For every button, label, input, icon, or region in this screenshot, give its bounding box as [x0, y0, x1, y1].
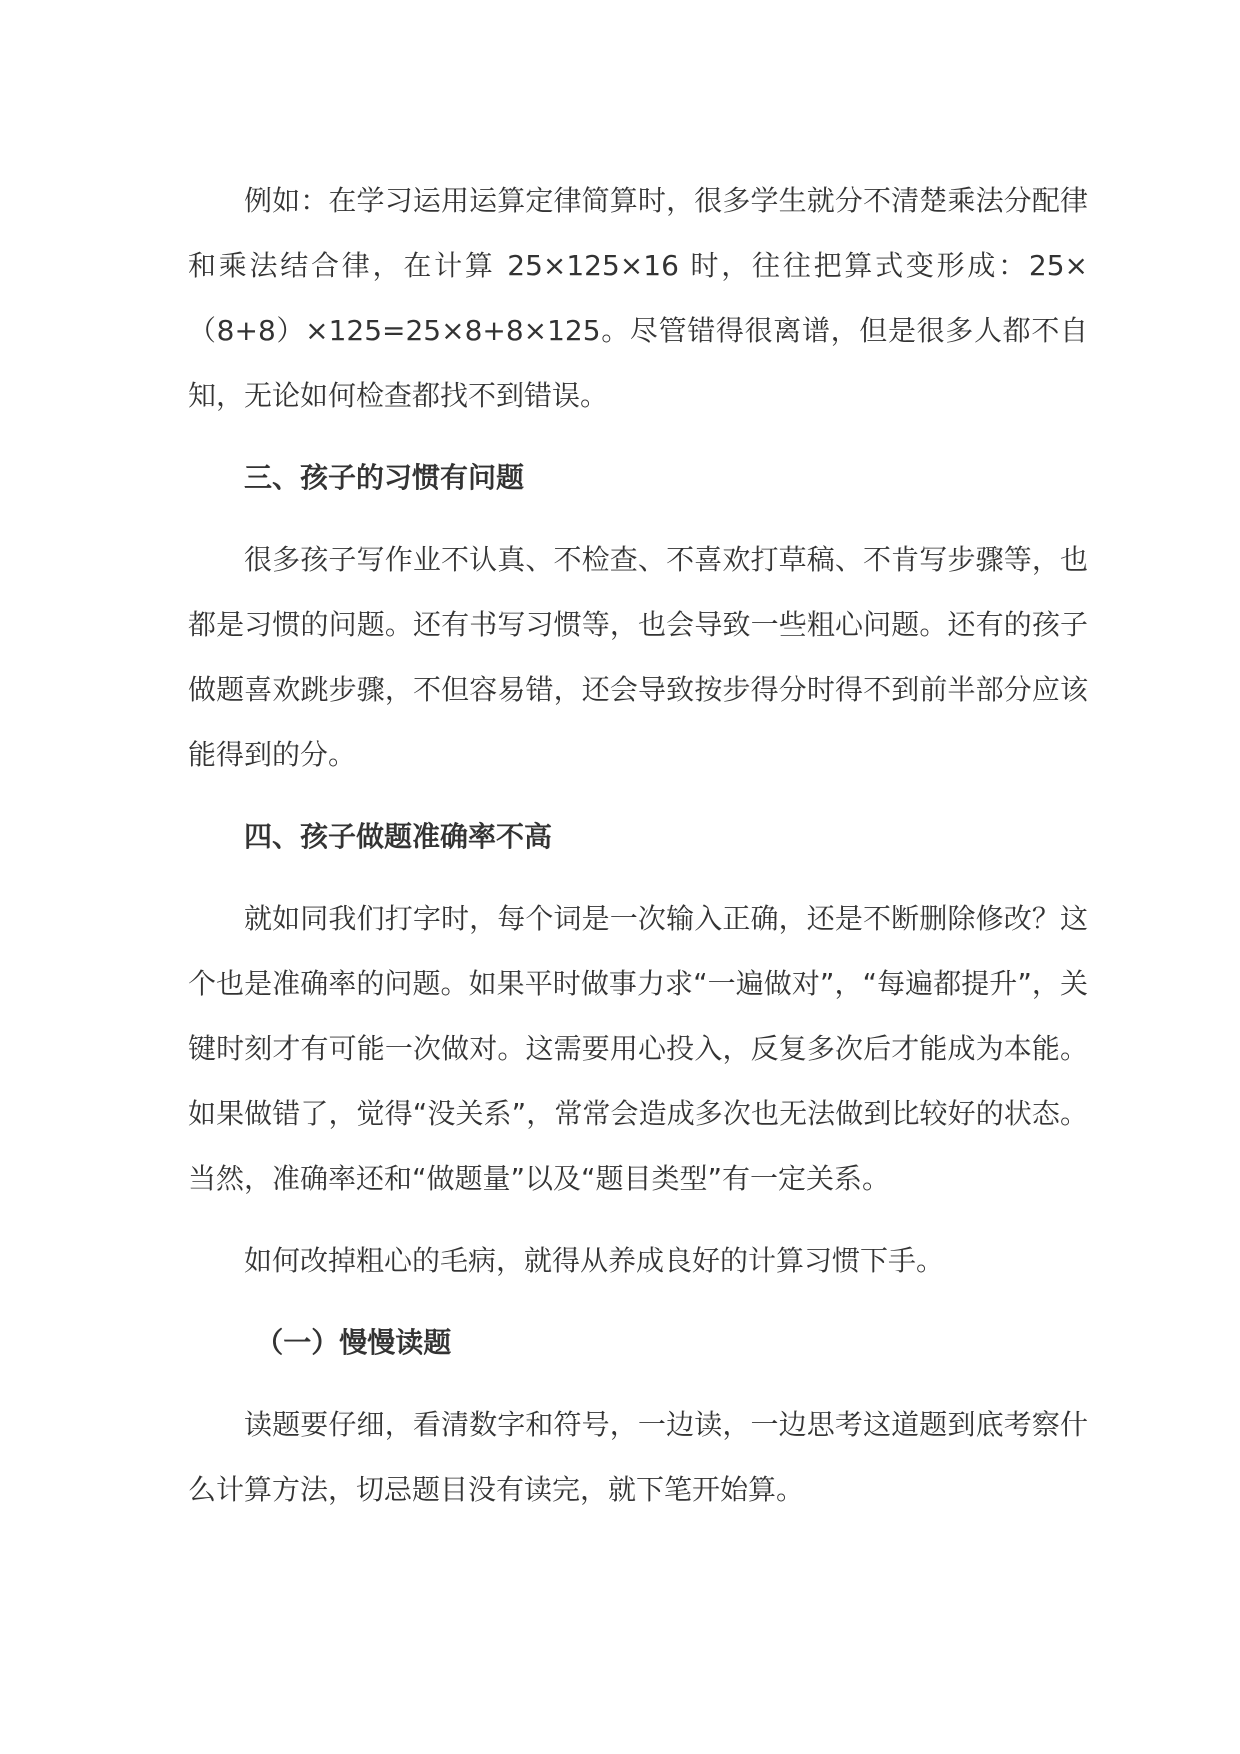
- paragraph-example-distributive-law: 例如：在学习运用运算定律简算时，很多学生就分不清楚乘法分配律和乘法结合律，在计算 25×125×16 时，往往把算式变形成：25×（8+8）×125=25×8+8×125。尽管错得很离谱，但是很多人都不自知，无论如何检查都找不到错误。: [188, 184, 1088, 412]
- paragraph-habit-problem: 很多孩子写作业不认真、不检查、不喜欢打草稿、不肯写步骤等，也都是习惯的问题。还有书写习惯等，也会导致一些粗心问题。还有的孩子做题喜欢跳步骤，不但容易错，还会导致按步得分时得不到前半部分应该能得到的分。: [188, 543, 1088, 771]
- paragraph-accuracy: 就如同我们打字时，每个词是一次输入正确，还是不断删除修改？这个也是准确率的问题。如果平时做事力求“一遍做对”，“每遍都提升”，关键时刻才有可能一次做对。这需要用心投入，反复多次后才能成为本能。如果做错了，觉得“没关系”，常常会造成多次也无法做到比较好的状态。当然，准确率还和“做题量”以及“题目类型”有一定关系。: [188, 902, 1088, 1195]
- paragraph-read-slowly: 读题要仔细，看清数字和符号，一边读，一边思考这道题到底考察什么计算方法，切忌题目没有读完，就下笔开始算。: [188, 1408, 1088, 1506]
- paragraph-fix-carelessness: 如何改掉粗心的毛病，就得从养成良好的计算习惯下手。: [244, 1244, 945, 1277]
- section-heading-habit-problem: 三、孩子的习惯有问题: [244, 461, 525, 494]
- subsection-heading-read-slowly: （一）慢慢读题: [255, 1326, 452, 1359]
- section-heading-accuracy: 四、孩子做题准确率不高: [244, 820, 553, 853]
- document-body: [188, 168, 1088, 1522]
